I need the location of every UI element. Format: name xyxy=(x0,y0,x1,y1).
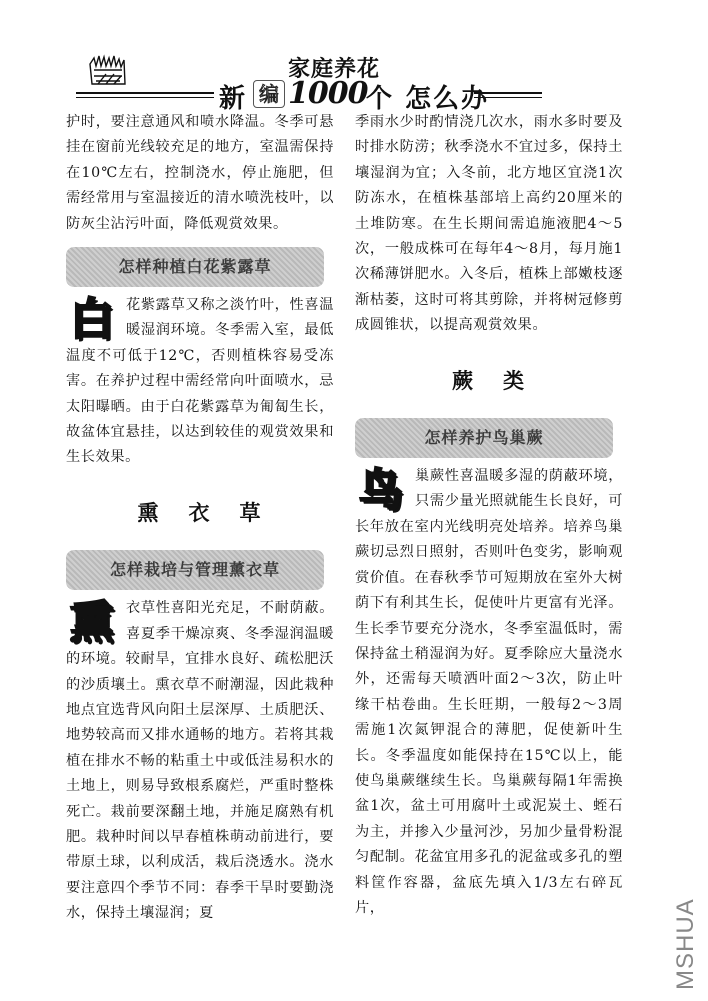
header-suffix: 个 怎么办 xyxy=(366,84,490,114)
dropcap: 熏 xyxy=(69,597,115,649)
left-column xyxy=(66,110,334,927)
header-rule-right xyxy=(474,92,542,98)
section-text: 巢蕨性喜温暖多湿的荫蔽环境，只需少量光照就能生长良好，可长年放在室内光线明亮处培养。培养鸟巢蕨切忌烈日照射，否则叶色变劣，影响观赏价值。在春秋季节可短期放在室外大树荫下有利其生长，促使叶片更富有光泽。生长季节要充分浇水，冬季室温低时，需保持盆土稍湿润为好。夏季除应大量浇水外，还需每天喷洒叶面2～3次，防止叶缘干枯卷曲。生长旺期，一般每2～3周需施1次氮钾混合的薄肥，促使新叶生长。冬季温度如能保持在15℃以上，能使鸟巢蕨继续生长。鸟巢蕨每隔1年需换盆1次，盆土可用腐叶土或泥炭土、蛭石为主，并掺入少量河沙，另加少量骨粉混匀配制。花盆宜用多孔的泥盆或多孔的塑料筐作容器，盆底先填入1/3左右碎瓦片， xyxy=(355,468,623,916)
section-text: 衣草性喜阳光充足，不耐荫蔽。喜夏季干燥凉爽、冬季湿润温暖的环境。较耐旱，宜排水良好、疏松肥沃的沙质壤土。熏衣草不耐潮湿，因此栽种地点宜选背风向阳土层深厚、土质肥沃、地势较高而又排水通畅的地方。若将其栽植在排水不畅的粘重土中或低洼易积水的土地上，则易导致根系腐烂，严重时整株死亡。栽前要深翻土地，并施足腐熟有机肥。栽种时间以早春植株萌动前进行，要带原土球，以利成活，栽后浇透水。浇水要注意四个季节不同：春季干旱时要勤浇水，保持土壤湿润；夏 xyxy=(66,600,334,922)
watermark: MSHUA xyxy=(672,898,699,990)
page-header xyxy=(66,52,646,114)
category-title-lavender: 熏衣草 xyxy=(137,500,291,525)
section-heading-birds-nest-fern: 怎样养护鸟巢蕨 xyxy=(355,418,613,458)
section-heading-tradescantia: 怎样种植白花紫露草 xyxy=(66,247,324,287)
intro-paragraph: 护时，要注意通风和喷水降温。冬季可悬挂在窗前光线较充足的地方，室温需保持在10℃左右，控制浇水，停止施肥，但需经常用与室温接近的清水喷洗枝叶，以防灰尘沾污叶面，降低观赏效果。 xyxy=(66,114,334,232)
flower-cluster-icon xyxy=(86,54,130,88)
header-prefix-boxed: 编 xyxy=(253,80,285,108)
section-body-lavender xyxy=(66,596,334,926)
dropcap: 白 xyxy=(69,294,115,346)
dropcap: 鸟 xyxy=(358,465,404,517)
section-text: 花紫露草又称之淡竹叶，性喜温暖湿润环境。冬季需入室，最低温度不可低于12℃，否则植株容易受冻害。在养护过程中需经常向叶面喷水，忌太阳曝晒。由于白花紫露草为匍匐生长，故盆体宜悬挂，以达到较佳的观赏效果和生长效果。 xyxy=(66,297,334,466)
header-number: 1000 xyxy=(288,76,368,111)
category-title-ferns: 蕨类 xyxy=(452,368,554,393)
continued-paragraph: 季雨水少时酌情浇几次水，雨水多时要及时排水防涝；秋季浇水不宜过多，保持土壤湿润为宜；入冬前，北方地区宜浇1次防冻水，在植株基部培上高约20厘米的土堆防寒。在生长期间需追施液肥4～5次，一般成株可在每年4～8月，每月施1次稀薄饼肥水。入冬后，植株上部嫩枝逐渐枯萎，这时可将其剪除，并将树冠修剪成圆锥状，以提高观赏效果。 xyxy=(355,114,623,334)
section-heading-lavender: 怎样栽培与管理薰衣草 xyxy=(66,550,324,590)
header-subtitle: 家庭养花 xyxy=(288,56,381,82)
header-prefix: 新 xyxy=(219,84,246,114)
right-column xyxy=(355,110,623,921)
section-body-tradescantia xyxy=(66,293,334,471)
header-rule-left xyxy=(76,92,214,98)
section-body-birds-nest-fern xyxy=(355,464,623,921)
